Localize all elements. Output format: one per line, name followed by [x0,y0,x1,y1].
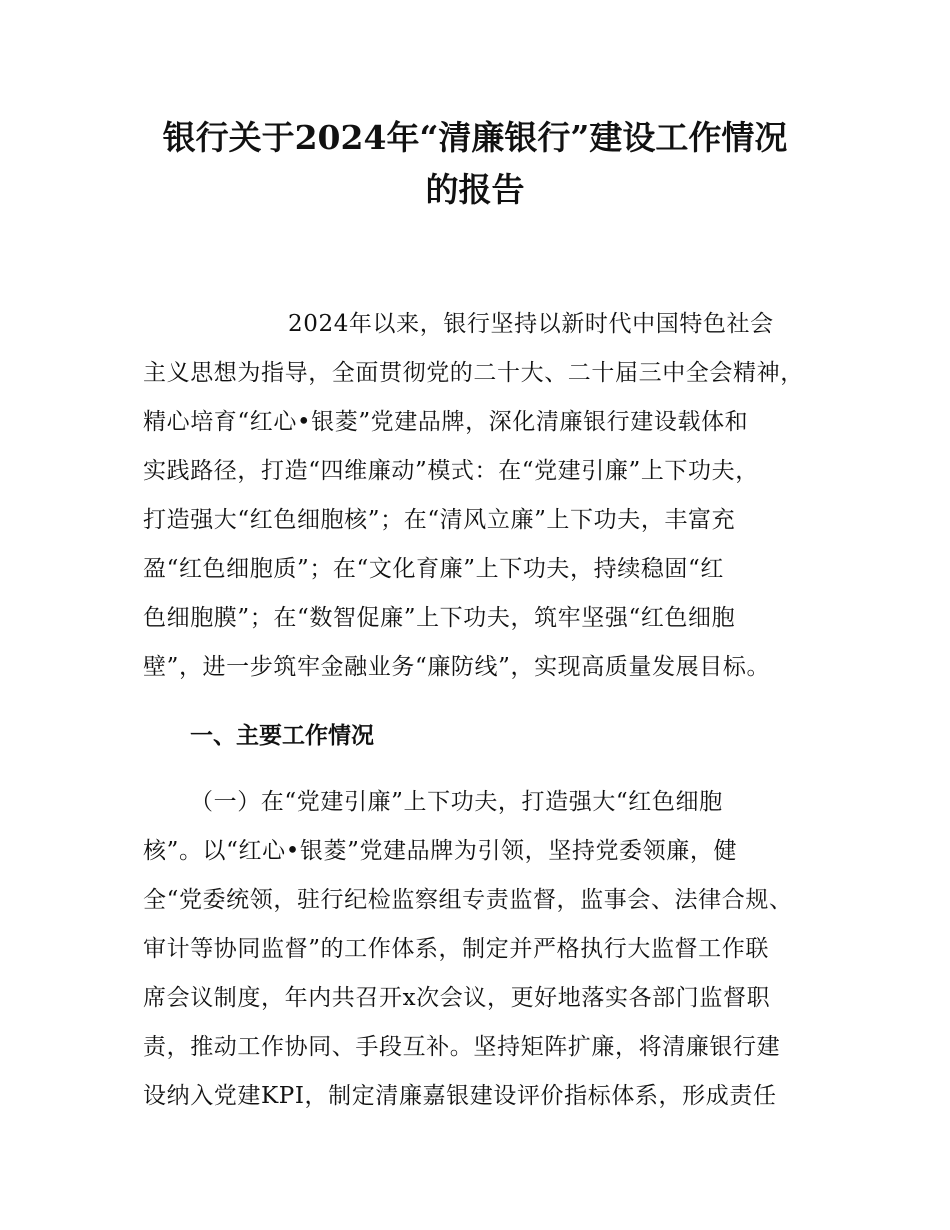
intro-line-8: 壁”，进一步筑牢金融业务“廉防线”，实现高质量发展目标。 [143,654,771,680]
section1-line-6: 责，推动工作协同、手段互补。坚持矩阵扩廉，将清廉银行建 [143,1034,781,1060]
document-title-line-1: 银行关于2024年“清廉银行”建设工作情况 [162,118,788,157]
section1-line-3: 全“党委统领，驻行纪检监察组专责监督，监事会、法律合规、 [143,887,793,913]
section1-line-4: 审计等协同监督”的工作体系，制定并严格执行大监督工作联 [143,936,769,962]
intro-line-3: 精心培育“红心•银菱”党建品牌，深化清廉银行建设载体和 [143,409,749,435]
section1-line-2: 核”。以“红心•银菱”党建品牌为引领，坚持党委领廉，健 [143,838,738,864]
document-title-line-2: 的报告 [425,170,525,209]
intro-line-6: 盈“红色细胞质”；在“文化育廉”上下功夫，持续稳固“红 [143,556,724,582]
section1-line-7: 设纳入党建KPI，制定清廉嘉银建设评价指标体系，形成责任 [143,1083,777,1109]
intro-line-4: 实践路径，打造“四维廉动”模式：在“党建引廉”上下功夫， [143,458,759,484]
section1-line-5: 席会议制度，年内共召开x次会议，更好地落实各部门监督职 [143,985,771,1011]
section-heading-main-work: 一、主要工作情况 [190,723,374,749]
section1-line-1: （一）在“党建引廉”上下功夫，打造强大“红色细胞 [190,789,723,815]
intro-line-2: 主义思想为指导，全面贯彻党的二十大、二十届三中全会精神， [143,360,804,386]
intro-line-1: 2024年以来，银行坚持以新时代中国特色社会 [288,311,774,337]
intro-line-5: 打造强大“红色细胞核”；在“清风立廉”上下功夫，丰富充 [143,507,736,533]
intro-line-7: 色细胞膜”；在“数智促廉”上下功夫，筑牢坚强“红色细胞 [143,605,736,631]
